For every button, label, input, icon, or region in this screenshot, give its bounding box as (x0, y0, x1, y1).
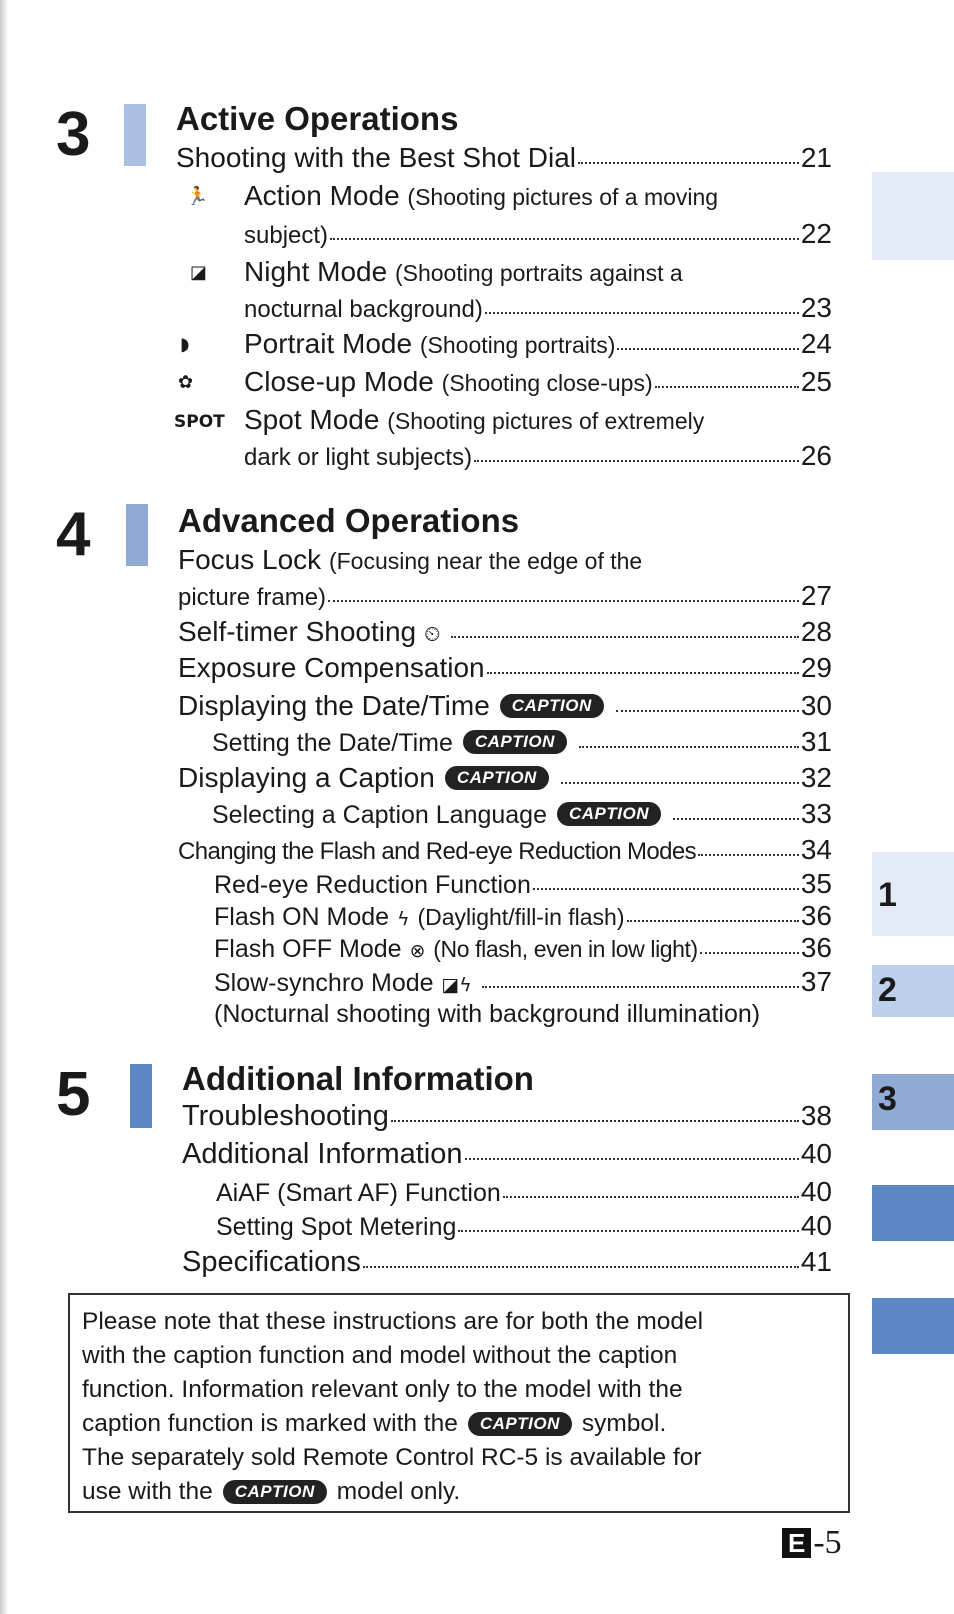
notice-text: use with the (82, 1478, 213, 1505)
caption-notice-box (68, 1293, 850, 1513)
leader-dots (328, 600, 799, 602)
entry-page: 28 (800, 616, 832, 647)
leader-dots (363, 1266, 799, 1268)
entry-note: (Shooting pictures of a moving (407, 184, 719, 210)
leader-dots (465, 1158, 799, 1160)
entry-label (212, 729, 577, 758)
caption-badge: CAPTION (557, 802, 661, 826)
spot-mode-icon: SPOT (174, 412, 225, 432)
toc-entry[interactable] (176, 142, 832, 174)
page-suffix: -5 (813, 1524, 842, 1561)
entry-page: 25 (800, 366, 832, 397)
entry-page: 40 (800, 1138, 832, 1169)
page-prefix-box: E (782, 1528, 811, 1559)
entry-label: Troubleshooting (182, 1100, 389, 1132)
notice-line (82, 1407, 836, 1441)
leader-dots (533, 888, 799, 890)
notice-line: function. Information relevant only to the model with the (82, 1376, 683, 1403)
side-tab-label: 2 (878, 971, 897, 1009)
toc-entry[interactable] (182, 1100, 832, 1133)
leader-dots (627, 920, 799, 922)
leader-dots (485, 312, 799, 314)
page-edge (0, 0, 8, 1614)
chapter-5-bar (130, 1064, 152, 1128)
caption-badge: CAPTION (445, 766, 549, 790)
caption-badge: CAPTION (223, 1480, 327, 1504)
flash-on-icon: ϟ (397, 909, 410, 930)
entry-label-text: Self-timer Shooting (178, 616, 417, 647)
entry-label-text: Setting the Date/Time (212, 729, 453, 757)
toc-entry-line[interactable] (244, 256, 683, 288)
entry-label (178, 616, 449, 648)
flash-off-icon: ⊗ (409, 941, 426, 962)
chapter-4-number: 4 (56, 500, 91, 569)
notice-line: Please note that these instructions are for both the model (82, 1308, 704, 1335)
notice-text: caption function is marked with the (82, 1410, 458, 1437)
entry-page: 33 (800, 798, 832, 829)
entry-page: 37 (800, 966, 832, 997)
entry-label: Additional Information (182, 1138, 463, 1170)
entry-page: 36 (800, 900, 832, 931)
leader-dots (561, 782, 799, 784)
toc-entry-line[interactable] (178, 544, 642, 576)
side-tab-blank-top (872, 172, 954, 260)
entry-page: 21 (800, 142, 832, 173)
toc-entry[interactable] (182, 1138, 832, 1171)
caption-badge: CAPTION (468, 1412, 572, 1436)
entry-page: 29 (800, 652, 832, 683)
side-tab-label: 3 (878, 1080, 897, 1118)
entry-page: 30 (800, 690, 832, 721)
entry-label-cont: (Nocturnal shooting with background illumination) (214, 1000, 761, 1028)
notice-line: with the caption function and model without the caption (82, 1342, 678, 1369)
toc-entry[interactable] (178, 652, 832, 684)
entry-label: Red-eye Reduction Function (214, 871, 531, 899)
entry-label: AiAF (Smart AF) Function (216, 1179, 501, 1207)
leader-dots (451, 636, 799, 638)
entry-page: 34 (800, 834, 832, 865)
entry-label (178, 690, 614, 722)
toc-entry[interactable] (214, 966, 832, 998)
entry-label-cont: dark or light subjects) (244, 444, 473, 471)
notice-text: symbol. (581, 1410, 667, 1437)
caption-badge: CAPTION (463, 730, 567, 754)
leader-dots (487, 672, 799, 674)
toc-entry[interactable] (178, 580, 832, 612)
entry-label-text: Displaying the Date/Time (178, 690, 490, 721)
page-number (782, 1524, 842, 1562)
entry-note: (Daylight/fill-in flash) (417, 904, 625, 930)
entry-page: 24 (800, 328, 832, 359)
chapter-4-title: Advanced Operations (178, 502, 520, 539)
entry-page: 36 (800, 932, 832, 963)
toc-entry[interactable] (214, 900, 832, 932)
toc-entry[interactable] (214, 868, 832, 900)
entry-label-text: Displaying a Caption (178, 762, 435, 793)
toc-entry[interactable] (214, 932, 832, 964)
entry-label-text: Flash OFF Mode (214, 935, 402, 963)
portrait-mode-icon: ◗ (180, 334, 190, 355)
entry-page: 35 (800, 868, 832, 899)
toc-entry[interactable] (216, 1210, 832, 1242)
entry-label (214, 935, 698, 964)
entry-label: Specifications (182, 1246, 361, 1278)
notice-line (82, 1475, 836, 1509)
side-tab-5[interactable] (872, 1298, 954, 1354)
entry-page: 40 (800, 1210, 832, 1241)
leader-dots (330, 238, 799, 240)
notice-line: The separately sold Remote Control RC-5 is available for (82, 1444, 702, 1471)
entry-page: 31 (800, 726, 832, 757)
entry-note: (No flash, even in low light) (433, 936, 698, 962)
toc-entry[interactable] (244, 328, 832, 360)
close-up-mode-icon: ✿ (178, 372, 194, 393)
leader-dots (579, 746, 799, 748)
side-tab-2[interactable] (872, 965, 954, 1017)
toc-entry[interactable] (244, 218, 832, 250)
chapter-5-title: Additional Information (182, 1060, 534, 1097)
toc-entry-line[interactable] (244, 404, 704, 436)
entry-page: 41 (800, 1246, 832, 1277)
entry-label: Focus Lock (178, 544, 322, 575)
action-mode-icon: 🏃 (186, 186, 209, 207)
entry-label (212, 801, 671, 830)
leader-dots (655, 386, 799, 388)
entry-label-text: Close-up Mode (244, 366, 434, 397)
toc-entry[interactable] (244, 440, 832, 472)
side-tab-label: 1 (878, 876, 897, 914)
leader-dots (700, 952, 799, 954)
chapter-3-title: Active Operations (176, 100, 459, 137)
leader-dots (474, 460, 799, 462)
entry-page: 32 (800, 762, 832, 793)
toc-entry[interactable] (178, 690, 832, 722)
toc-entry-line[interactable] (244, 180, 718, 212)
entry-label-cont: nocturnal background) (244, 296, 483, 323)
entry-label: Changing the Flash and Red-eye Reduction Modes (178, 838, 697, 865)
leader-dots (391, 1120, 799, 1122)
night-mode-icon: ◪ (190, 262, 208, 283)
slow-synchro-icon: ◪ϟ (441, 975, 472, 996)
toc-entry[interactable] (178, 834, 832, 866)
entry-label: Spot Mode (244, 404, 380, 435)
entry-note: (Shooting close-ups) (441, 370, 653, 396)
entry-label (214, 903, 625, 932)
entry-page: 23 (800, 292, 832, 323)
toc-entry[interactable] (212, 726, 832, 758)
side-tab-1[interactable] (872, 852, 954, 936)
entry-page: 38 (800, 1100, 832, 1131)
entry-page: 27 (800, 580, 832, 611)
entry-label-text: Slow-synchro Mode (214, 969, 434, 997)
leader-dots (617, 348, 798, 350)
leader-dots (482, 986, 799, 988)
entry-label (244, 328, 615, 360)
toc-entry[interactable] (216, 1176, 832, 1208)
entry-label (244, 366, 653, 398)
notice-text: model only. (336, 1478, 461, 1505)
side-tab-4[interactable] (872, 1185, 954, 1241)
toc-entry[interactable] (178, 762, 832, 794)
toc-entry[interactable] (182, 1246, 832, 1279)
leader-dots (458, 1230, 798, 1232)
leader-dots (673, 818, 799, 820)
entry-label-text: Portrait Mode (244, 328, 413, 359)
leader-dots (698, 854, 799, 856)
entry-note: (Shooting portraits against a (394, 260, 683, 286)
entry-label: Action Mode (244, 180, 400, 211)
chapter-4-bar (126, 504, 148, 566)
entry-label: Exposure Compensation (178, 652, 485, 683)
entry-note: (Focusing near the edge of the (328, 548, 643, 574)
entry-note: (Shooting portraits) (419, 332, 616, 358)
entry-label: Night Mode (244, 256, 388, 287)
entry-note: (Shooting pictures of extremely (387, 408, 705, 434)
leader-dots (616, 710, 799, 712)
caption-badge: CAPTION (500, 694, 604, 718)
entry-label (178, 762, 559, 794)
chapter-3-number: 3 (56, 100, 91, 169)
self-timer-icon: ⏲ (424, 622, 441, 646)
leader-dots (503, 1196, 799, 1198)
entry-label-text: Flash ON Mode (214, 903, 390, 931)
toc-entry[interactable] (244, 366, 832, 398)
entry-label: Setting Spot Metering (216, 1213, 457, 1241)
leader-dots (578, 162, 799, 164)
entry-label-cont: subject) (244, 222, 329, 249)
toc-entry[interactable] (178, 616, 832, 648)
entry-label-text: Selecting a Caption Language (212, 801, 547, 829)
entry-label (214, 969, 480, 998)
entry-page: 40 (800, 1176, 832, 1207)
chapter-3-bar (124, 104, 146, 166)
toc-entry[interactable] (244, 292, 832, 324)
chapter-5-number: 5 (56, 1060, 91, 1129)
side-tab-3[interactable] (872, 1074, 954, 1130)
entry-page: 22 (800, 218, 832, 249)
entry-label: Shooting with the Best Shot Dial (176, 142, 577, 173)
entry-label-cont: picture frame) (178, 584, 327, 611)
entry-page: 26 (800, 440, 832, 471)
toc-entry[interactable] (212, 798, 832, 830)
